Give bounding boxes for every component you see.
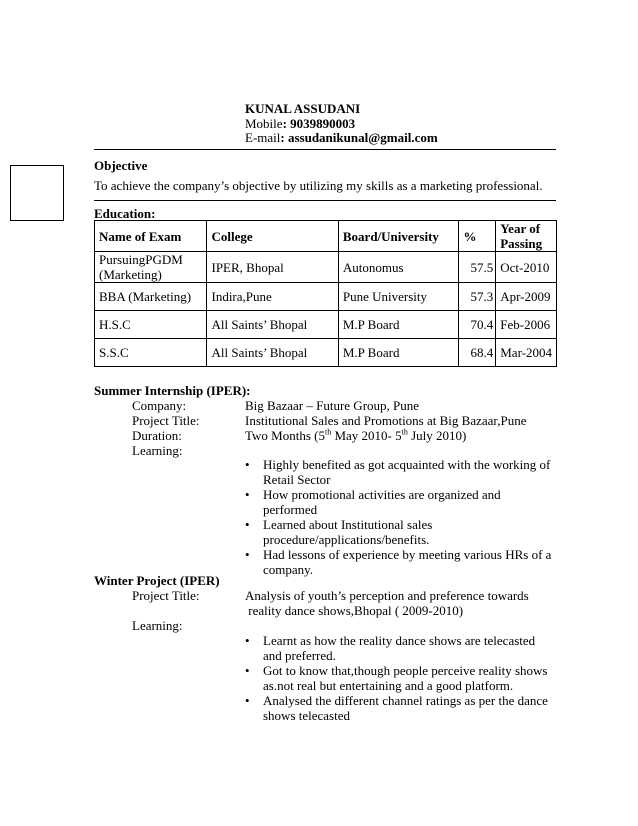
duration-text: Two Months (5 bbox=[245, 428, 325, 443]
divider bbox=[94, 200, 556, 201]
table-row bbox=[95, 252, 557, 283]
company-value: Big Bazaar – Future Group, Pune bbox=[245, 398, 420, 413]
internship-learning-list bbox=[245, 457, 555, 577]
list-item-text: Learnt as how the reality dance shows are telecasted and preferred. bbox=[263, 633, 536, 663]
table-cell: Pune University bbox=[338, 283, 459, 311]
winter-learning-label: Learning: bbox=[132, 618, 183, 633]
table-cell: Oct-2010 bbox=[496, 252, 557, 283]
table-cell: S.S.C bbox=[95, 339, 207, 367]
list-item-text: Analysed the different channel ratings as per the dance shows telecasted bbox=[263, 693, 548, 723]
education-heading: Education: bbox=[94, 206, 156, 221]
duration-text: July 2010) bbox=[407, 428, 467, 443]
table-cell: All Saints’ Bhopal bbox=[207, 311, 338, 339]
list-item: • Highly benefited as got acquainted with the working of Retail Sector bbox=[245, 457, 551, 487]
table-cell: Mar-2004 bbox=[496, 339, 557, 367]
education-table bbox=[94, 220, 557, 367]
table-cell: H.S.C bbox=[95, 311, 207, 339]
candidate-name: KUNAL ASSUDANI bbox=[245, 101, 361, 116]
winter-learning-list bbox=[245, 633, 555, 723]
table-cell: Autonomus bbox=[338, 252, 459, 283]
objective-heading: Objective bbox=[94, 158, 148, 173]
project-title-value: Institutional Sales and Promotions at Big Bazaar,Pune bbox=[245, 413, 527, 428]
duration-value bbox=[245, 428, 466, 444]
table-cell: 57.3 bbox=[459, 283, 496, 311]
table-row bbox=[95, 339, 557, 367]
table-cell: IPER, Bhopal bbox=[207, 252, 338, 283]
column-header: College bbox=[207, 221, 338, 252]
list-item: • Had lessons of experience by meeting various HRs of a company. bbox=[245, 547, 552, 577]
project-title-label: Project Title: bbox=[132, 413, 200, 428]
duration-sup: th bbox=[324, 427, 332, 437]
column-header: Board/University bbox=[338, 221, 459, 252]
list-item-text: Highly benefited as got acquainted with the working of Retail Sector bbox=[263, 457, 551, 487]
objective-text: To achieve the company’s objective by utilizing my skills as a marketing professional. bbox=[94, 178, 543, 193]
column-header: Name of Exam bbox=[95, 221, 207, 252]
list-item-text: Got to know that,though people perceive reality shows as.not real but entertaining and a good platform. bbox=[263, 663, 548, 693]
list-item-text: How promotional activities are organized and performed bbox=[263, 487, 501, 517]
table-cell: BBA (Marketing) bbox=[95, 283, 207, 311]
table-row bbox=[95, 311, 557, 339]
list-item: • Learned about Institutional sales procedure/applications/benefits. bbox=[245, 517, 433, 547]
email-label: E-mail bbox=[245, 130, 281, 145]
winter-project-title-line1: Analysis of youth’s perception and preference towards bbox=[245, 588, 529, 603]
list-item-text: Learned about Institutional sales procedure/applications/benefits. bbox=[263, 517, 433, 547]
mobile-value: : 9039890003 bbox=[282, 116, 356, 131]
email-line bbox=[245, 130, 438, 146]
column-header: Year of Passing bbox=[496, 221, 557, 252]
table-cell: 68.4 bbox=[459, 339, 496, 367]
table-cell: All Saints’ Bhopal bbox=[207, 339, 338, 367]
internship-heading: Summer Internship (IPER): bbox=[94, 383, 251, 398]
list-item: • How promotional activities are organized and performed bbox=[245, 487, 501, 517]
table-cell: PursuingPGDM (Marketing) bbox=[95, 252, 207, 283]
table-row bbox=[95, 283, 557, 311]
email-value: : assudanikunal@gmail.com bbox=[280, 130, 438, 145]
duration-text: May 2010- 5 bbox=[331, 428, 402, 443]
list-item: • Got to know that,though people perceive reality shows as.not real but entertaining and a good platform. bbox=[245, 663, 548, 693]
duration-label: Duration: bbox=[132, 428, 182, 443]
winter-heading: Winter Project (IPER) bbox=[94, 573, 220, 588]
company-label: Company: bbox=[132, 398, 187, 413]
table-cell: M.P Board bbox=[338, 339, 459, 367]
winter-project-title-label: Project Title: bbox=[132, 588, 200, 603]
list-item-text: Had lessons of experience by meeting various HRs of a company. bbox=[263, 547, 552, 577]
table-cell: Apr-2009 bbox=[496, 283, 557, 311]
table-cell: 70.4 bbox=[459, 311, 496, 339]
learning-label: Learning: bbox=[132, 443, 183, 458]
table-header-row bbox=[95, 221, 557, 252]
table-cell: 57.5 bbox=[459, 252, 496, 283]
table-cell: Feb-2006 bbox=[496, 311, 557, 339]
divider bbox=[94, 149, 556, 150]
table-cell: Indira,Pune bbox=[207, 283, 338, 311]
winter-project-title-line2: reality dance shows,Bhopal ( 2009-2010) bbox=[245, 603, 464, 618]
photo-placeholder bbox=[10, 165, 64, 221]
table-cell: M.P Board bbox=[338, 311, 459, 339]
mobile-label: Mobile bbox=[245, 116, 283, 131]
list-item: • Learnt as how the reality dance shows are telecasted and preferred. bbox=[245, 633, 536, 663]
duration-sup: th bbox=[401, 427, 408, 437]
column-header: % bbox=[459, 221, 496, 252]
list-item: • Analysed the different channel ratings as per the dance shows telecasted bbox=[245, 693, 548, 723]
